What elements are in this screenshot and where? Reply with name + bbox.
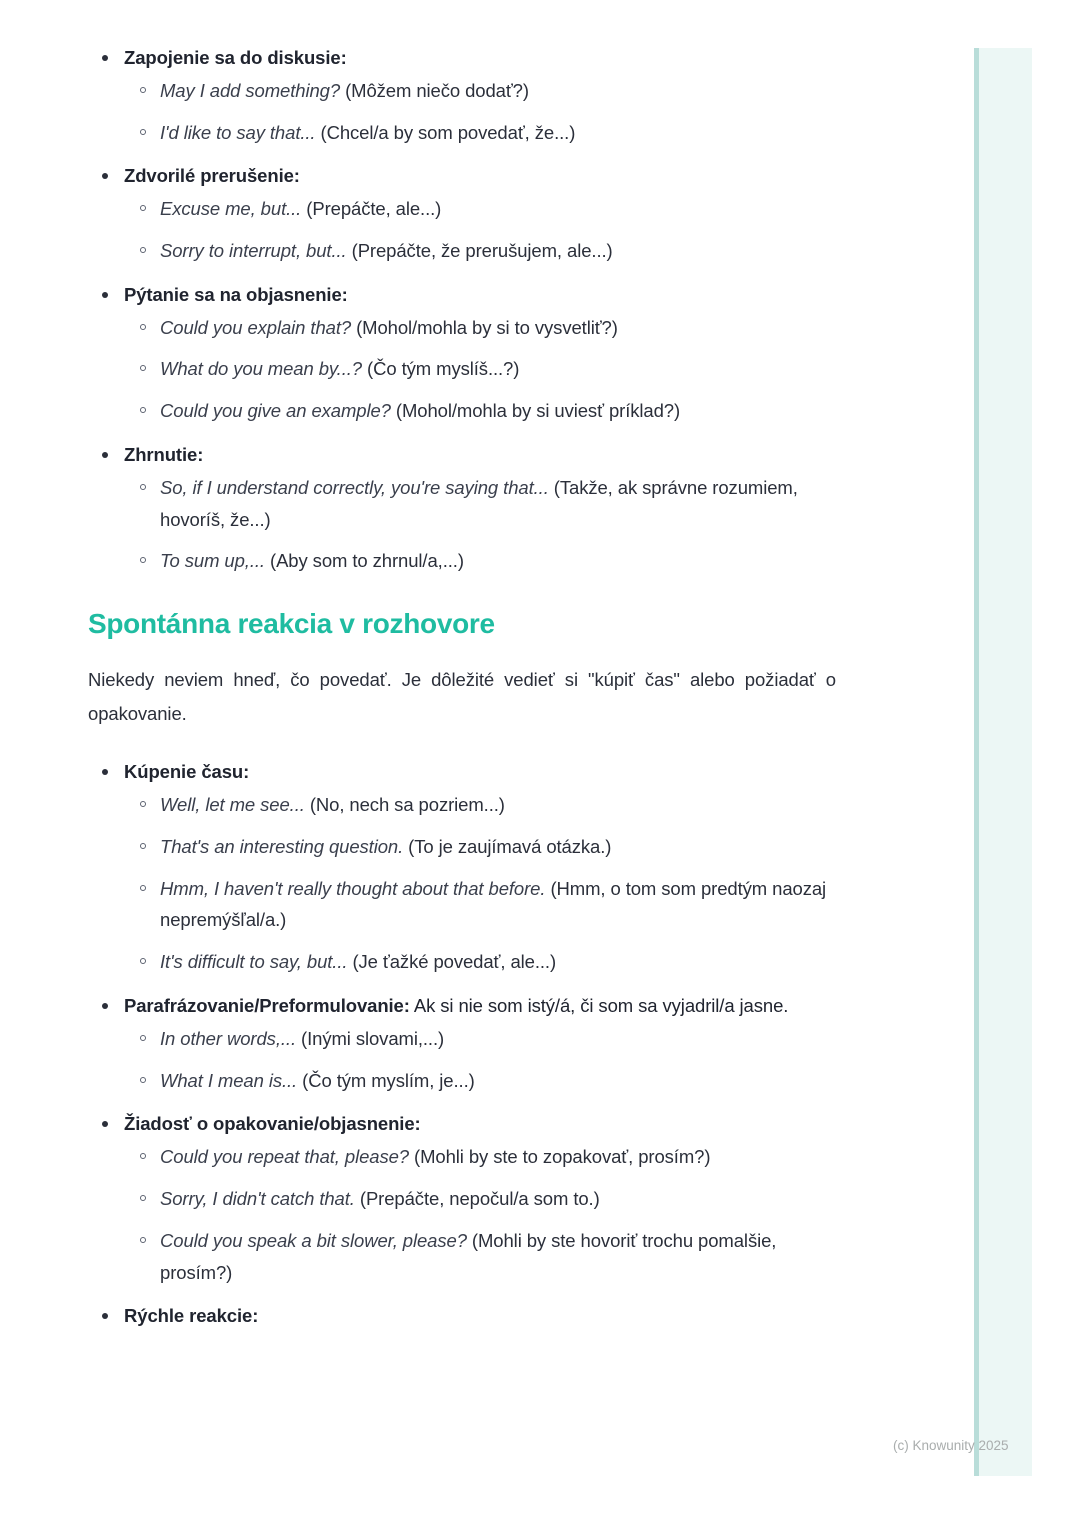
phrase-item	[124, 873, 836, 937]
topic-item	[88, 441, 836, 577]
phrase-slovak: (Hmm, o tom som predtým naozaj nepremýšľal/a.)	[160, 877, 827, 931]
topic-list	[88, 758, 836, 1330]
phrase-slovak: (No, nech sa pozriem...)	[304, 794, 505, 815]
phrase-item	[124, 117, 836, 149]
topic-title: Parafrázovanie/Preformulovanie: Ak si nie som istý/á, či som sa vyjadril/a jasne.	[124, 995, 789, 1017]
phrase-slovak: (Je ťažké povedať, ale...)	[347, 951, 557, 973]
topic-title: Pýtanie sa na objasnenie:	[124, 283, 348, 305]
phrase-english: Excuse me, but...	[160, 198, 302, 220]
phrase-slovak: (Čo tým myslíš...?)	[362, 358, 520, 380]
phrase-slovak: (Inými slovami,...)	[295, 1027, 445, 1049]
decorative-edge-strip	[974, 48, 1032, 1476]
phrase-english: To sum up,...	[160, 550, 265, 572]
phrase-slovak: (Čo tým myslím, je...)	[297, 1069, 475, 1091]
topic-title: Zapojenie sa do diskusie:	[124, 47, 347, 68]
phrase-slovak: (Mohol/mohla by si uviesť príklad?)	[390, 400, 681, 422]
topic-item	[88, 1110, 836, 1288]
phrase-english: Well, let me see...	[160, 794, 305, 815]
document-content	[88, 44, 836, 1344]
phrase-list	[124, 1141, 836, 1288]
phrase-english: It's difficult to say, but...	[160, 951, 348, 973]
phrase-english: Could you give an example?	[160, 400, 391, 422]
phrase-english: Hmm, I haven't really thought about that before.	[160, 877, 546, 899]
phrase-list	[124, 193, 836, 267]
phrase-english: In other words,...	[160, 1027, 296, 1049]
phrase-slovak: (To je zaujímavá otázka.)	[403, 835, 612, 857]
phrase-english: What I mean is...	[160, 1069, 298, 1091]
phrase-english: Sorry, I didn't catch that.	[160, 1188, 355, 1209]
phrase-item	[124, 193, 836, 225]
topic-title: Kúpenie času:	[124, 761, 250, 783]
phrase-list	[124, 472, 836, 577]
phrase-list	[124, 1023, 836, 1097]
phrase-slovak: (Aby som to zhrnul/a,...)	[264, 550, 464, 572]
phrase-english: Could you repeat that, please?	[160, 1146, 409, 1168]
phrase-english: Sorry to interrupt, but...	[160, 239, 347, 261]
phrase-english: So, if I understand correctly, you're saying that...	[160, 476, 549, 498]
topic-title: Rýchle reakcie:	[124, 1305, 259, 1327]
phrase-slovak: (Prepáčte, ale...)	[301, 198, 442, 220]
topic-title: Zhrnutie:	[124, 443, 204, 465]
phrase-item	[124, 831, 836, 863]
phrase-slovak: (Mohli by ste hovoriť trochu pomalšie, prosím?)	[160, 1229, 777, 1283]
phrase-slovak: (Môžem niečo dodať?)	[340, 79, 529, 101]
topic-title: Zdvorilé prerušenie:	[124, 165, 300, 187]
phrase-item	[124, 1065, 836, 1097]
phrase-item	[124, 1023, 836, 1055]
phrase-item	[124, 1225, 836, 1289]
phrase-item	[124, 312, 836, 344]
watermark: (c) Knowunity 2025	[893, 1438, 1009, 1453]
phrase-item	[124, 353, 836, 385]
phrase-slovak: (Mohol/mohla by si to vysvetliť?)	[351, 316, 618, 338]
phrase-item	[124, 472, 836, 536]
topic-item	[88, 992, 836, 1096]
phrase-item	[124, 235, 836, 267]
phrase-item	[124, 1183, 836, 1215]
phrase-slovak: (Prepáčte, nepočul/a som to.)	[354, 1188, 600, 1209]
phrase-slovak: (Takže, ak správne rozumiem, hovoríš, že...)	[160, 476, 798, 530]
topic-item	[88, 1302, 836, 1330]
phrase-english: That's an interesting question.	[160, 835, 404, 857]
phrase-slovak: (Chcel/a by som povedať, že...)	[315, 121, 576, 143]
phrase-slovak: (Prepáčte, že prerušujem, ale...)	[346, 239, 613, 261]
phrase-item	[124, 789, 836, 821]
topic-item	[88, 281, 836, 427]
phrase-english: Could you explain that?	[160, 316, 352, 338]
phrase-list	[124, 312, 836, 427]
topic-title: Žiadosť o opakovanie/objasnenie:	[124, 1113, 421, 1135]
phrase-english: Could you speak a bit slower, please?	[160, 1229, 467, 1251]
phrase-item	[124, 946, 836, 978]
phrase-list	[124, 789, 836, 978]
phrase-slovak: (Mohli by ste to zopakovať, prosím?)	[408, 1146, 711, 1168]
topic-title-tail: Ak si nie som istý/á, či som sa vyjadril/a jasne.	[409, 995, 789, 1017]
phrase-list	[124, 75, 836, 149]
phrase-english: I'd like to say that...	[160, 121, 316, 143]
phrase-item	[124, 545, 836, 577]
section-heading: Spontánna reakcia v rozhovore	[88, 608, 495, 640]
topic-list	[88, 44, 836, 577]
decorative-edge-strip-line	[974, 48, 979, 1476]
phrase-item	[124, 1141, 836, 1173]
body-paragraph: Niekedy neviem hneď, čo povedať. Je dôležité vedieť si "kúpiť čas" alebo požiadať o opakovanie.	[88, 668, 836, 725]
phrase-english: What do you mean by...?	[160, 358, 362, 380]
phrase-english: May I add something?	[160, 79, 341, 101]
topic-item	[88, 44, 836, 148]
phrase-item	[124, 395, 836, 427]
phrase-item	[124, 75, 836, 107]
topic-item	[88, 162, 836, 266]
topic-item	[88, 758, 836, 978]
